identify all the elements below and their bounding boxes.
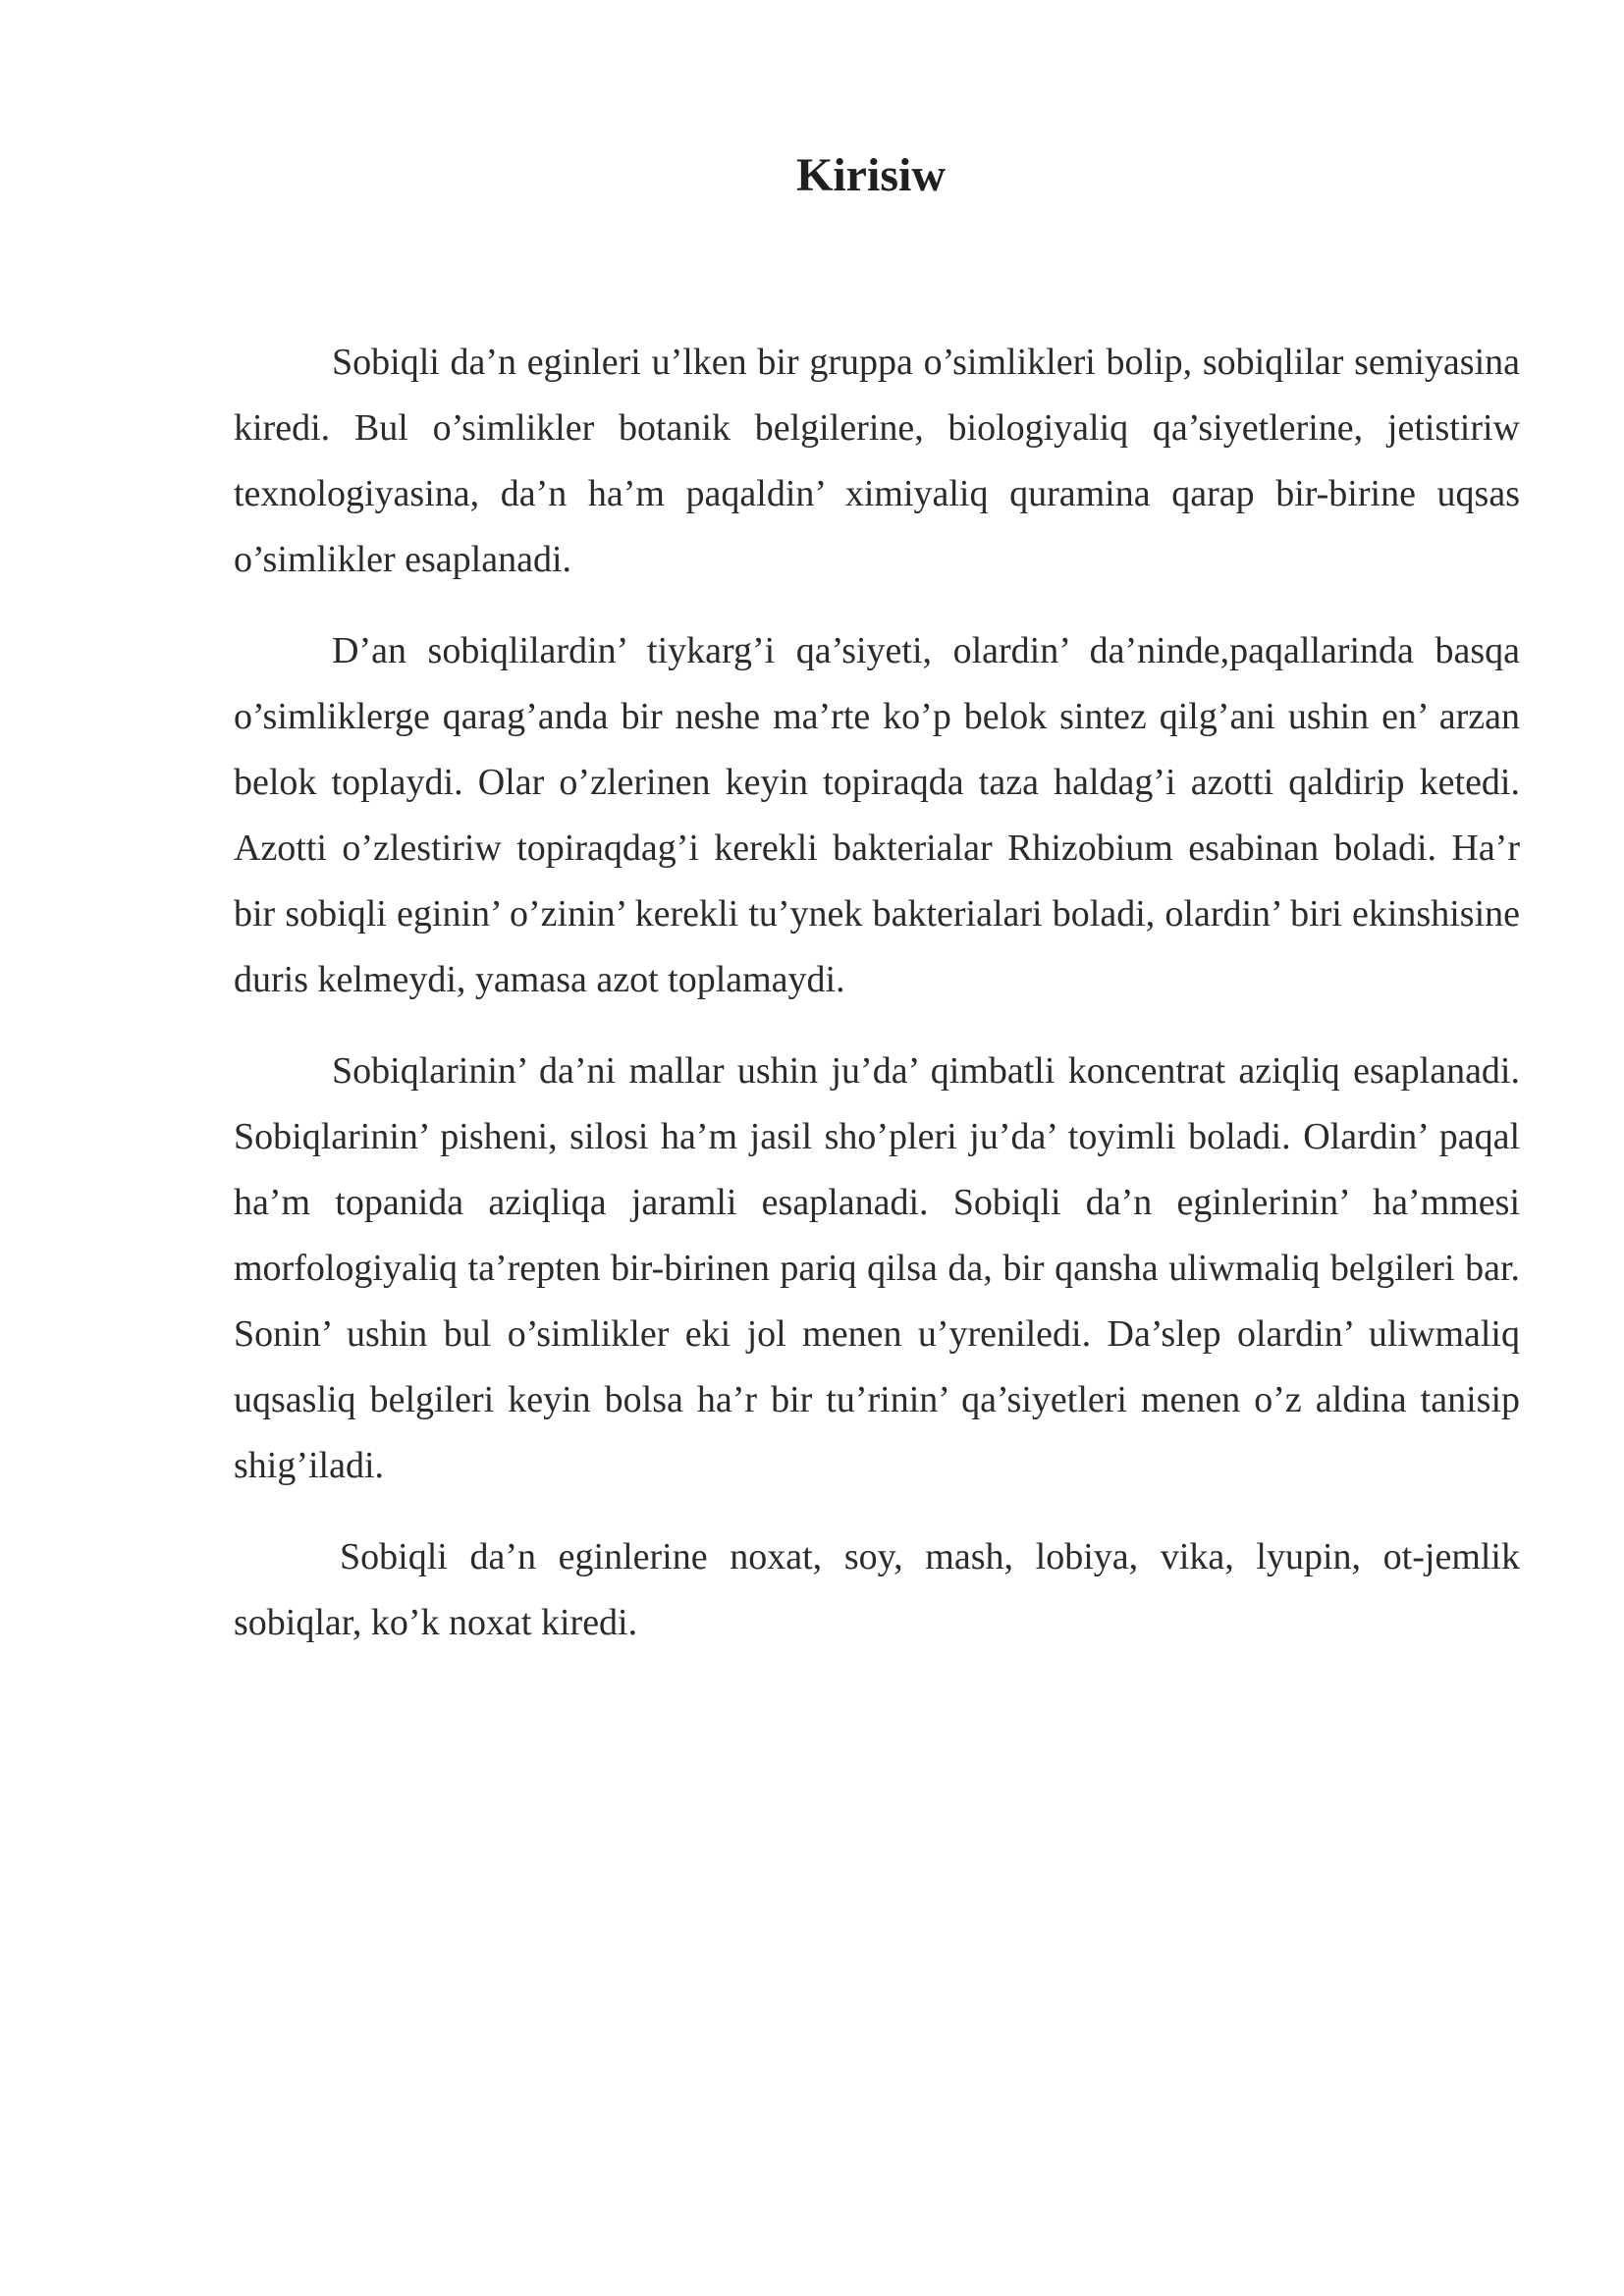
paragraph-3: Sobiqlarinin’ da’ni mallar ushin ju’da’ qimbatli koncentrat aziqliq esaplanadi. Sobiqlarinin’ pisheni, silosi ha’m jasil sho’pleri ju’da’ toyimli boladi. Olardin’ paqal ha’m topanida aziqliqa jaramli esaplanadi. Sobiqli da’n eginlerinin’ ha’mmesi morfologiyaliq ta’repten bir-birinen pariq qilsa da, bir qansha uliwmaliq belgileri bar. Sonin’ ushin bul o’simlikler eki jol menen u’yreniledi. Da’slep olardin’ uliwmaliq uqsasliq belgileri keyin bolsa ha’r bir tu’rinin’ qa’siyetleri menen o’z aldina tanisip shig’iladi. — [234, 1050, 1520, 1486]
document-body — [234, 330, 1520, 1682]
paragraph-4: Sobiqli da’n eginlerine noxat, soy, mash, lobiya, vika, lyupin, ot-jemlik sobiqlar, ko’k noxat kiredi. — [234, 1536, 1520, 1643]
paragraph-1: Sobiqli da’n eginleri u’lken bir gruppa o’simlikleri bolip, sobiqlilar semiyasina kiredi. Bul o’simlikler botanik belgilerine, biologiyaliq qa’siyetlerine, jetistiriw texnologiyasina, da’n ha’m paqaldin’ ximiyaliq quramina qarap bir-birine uqsas o’simlikler esaplanadi. — [234, 342, 1520, 580]
page-title: Kirisiw — [796, 149, 946, 201]
paragraph-2: D’an sobiqlilardin’ tiykarg’i qa’siyeti, olardin’ da’ninde,paqallarinda basqa o’simliklerge qarag’anda bir neshe ma’rte ko’p belok sintez qilg’ani ushin en’ arzan belok toplaydi. Olar o’zlerinen keyin topiraqda taza haldag’i azotti qaldirip ketedi. Azotti o’zlestiriw topiraqdag’i kerekli bakterialar Rhizobium esabinan boladi. Ha’r bir sobiqli eginin’ o’zinin’ kerekli tu’ynek bakterialari boladi, olardin’ biri ekinshisine duris kelmeydi, yamasa azot toplamaydi. — [234, 630, 1520, 1000]
